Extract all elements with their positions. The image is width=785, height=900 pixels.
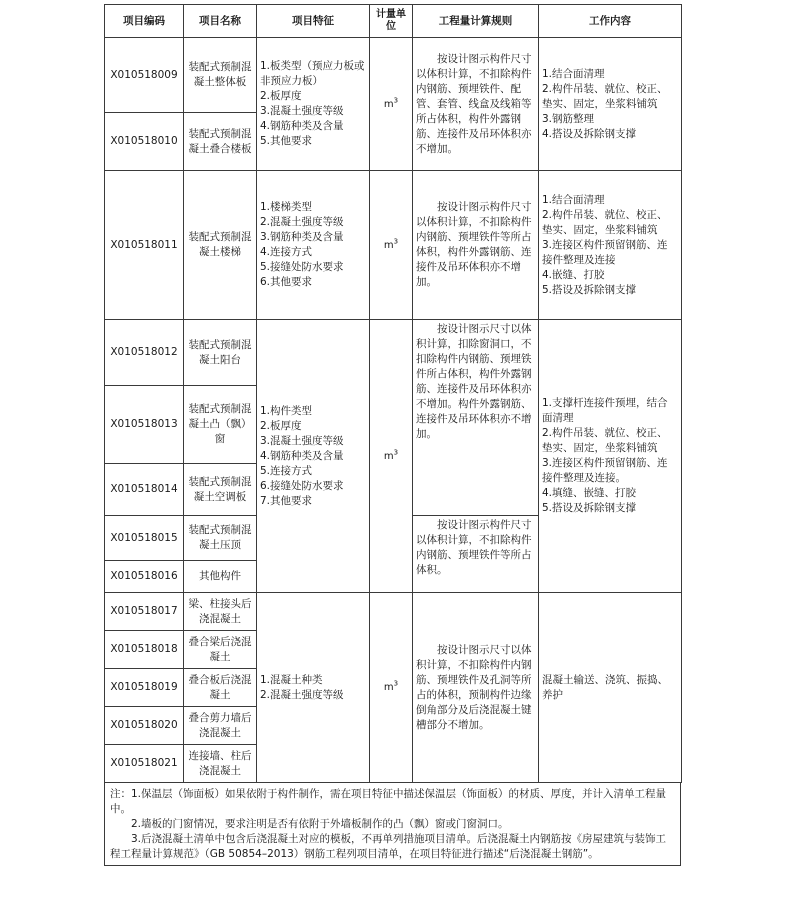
- item-code: X010518013: [105, 386, 184, 464]
- item-name: 叠合剪力墙后浇混凝土: [184, 707, 257, 745]
- work-line: 1.结合面清理: [542, 67, 605, 80]
- item-code: X010518019: [105, 669, 184, 707]
- calc-rule: [413, 516, 539, 593]
- unit-cell: [370, 38, 413, 171]
- table-row: [105, 38, 682, 113]
- unit-text: m: [383, 239, 394, 251]
- item-code: X010518009: [105, 38, 184, 113]
- calc-rule: [413, 320, 539, 516]
- item-code: X010518014: [105, 464, 184, 516]
- feature-line: 5.连接方式: [260, 464, 313, 477]
- note-line: 3.后浇混凝土清单中包含后浇混凝土对应的模板，不再单列措施项目清单。后浇混凝土内钢筋按《房屋建筑与装饰工程工程量计算规范》（GB 50854–2013）钢筋工程列项目清单，在项目特征进行描述“后浇混凝土钢筋”。: [110, 833, 667, 860]
- item-code: X010518018: [105, 631, 184, 669]
- work-line: 3.连接区构件预留钢筋、连接件整理及连接。: [542, 457, 668, 484]
- note-line: 2.墙板的门窗情况，要求注明是否有依附于外墙板制作的凸（飘）窗或门窗洞口。: [131, 818, 509, 830]
- unit-text: m: [383, 682, 394, 693]
- feature-line: 2.混凝土强度等级: [260, 216, 344, 228]
- work-line: 2.构件吊装、就位、校正、垫实、固定，坐浆料铺筑: [542, 208, 668, 236]
- unit-sup: 3: [393, 96, 399, 105]
- item-code: X010518017: [105, 593, 184, 631]
- item-name: 装配式预制混凝土凸（飘）窗: [184, 386, 257, 464]
- feature-line: 1.板类型（预应力板或非预应力板）: [260, 60, 365, 87]
- table-row: [105, 593, 682, 631]
- item-name: 装配式预制混凝土压顶: [184, 516, 257, 561]
- calc-rule-text: 按设计图示构件尺寸以体积计算，不扣除构件内钢筋、预埋铁件等所占体积，构件外露钢筋、连接件及吊环体积亦不增加。: [416, 201, 532, 288]
- calc-rule-text: 按设计图示构件尺寸以体积计算，不扣除构件内钢筋、预埋铁件、配管、套管、线盒及线箱等所占体积，构件外露钢筋、连接件及吊环体积亦不增加。: [416, 52, 532, 155]
- item-name: 装配式预制混凝土叠合楼板: [184, 113, 257, 171]
- unit-cell: [370, 320, 413, 593]
- item-name: 装配式预制混凝土楼梯: [184, 171, 257, 320]
- feature-line: 3.混凝土强度等级: [260, 434, 344, 447]
- work-content: [539, 38, 682, 171]
- work-line: 5.搭设及拆除钢支撑: [542, 502, 637, 514]
- feature-line: 5.接缝处防水要求: [260, 261, 344, 273]
- work-line: 2.构件吊装、就位、校正、垫实、固定，坐浆料铺筑: [542, 82, 668, 110]
- feature-line: 6.接缝处防水要求: [260, 479, 344, 492]
- item-name: 连接墙、柱后浇混凝土: [184, 745, 257, 783]
- feature-line: 2.板厚度: [260, 90, 302, 102]
- work-content: [539, 593, 682, 783]
- feature-line: 5.其他要求: [260, 135, 313, 147]
- feature-line: 6.其他要求: [260, 276, 313, 288]
- feature-line: 1.楼梯类型: [260, 201, 313, 213]
- work-line: 2.构件吊装、就位、校正、垫实、固定，坐浆料铺筑: [542, 427, 668, 454]
- unit-cell: [370, 171, 413, 320]
- calc-rule: [413, 38, 539, 171]
- work-line: 4.填缝、嵌缝、打胶: [542, 487, 637, 499]
- item-name: 其他构件: [184, 561, 257, 593]
- item-name: 装配式预制混凝土阳台: [184, 320, 257, 386]
- work-content: [539, 171, 682, 320]
- item-name: 梁、柱接头后浇混凝土: [184, 593, 257, 631]
- item-features: [257, 320, 370, 593]
- item-name: 装配式预制混凝土空调板: [184, 464, 257, 516]
- calc-rule-text: 按设计图示构件尺寸以体积计算，不扣除构件内钢筋、预埋铁件等所占体积。: [416, 519, 532, 576]
- work-line: 混凝土输送、浇筑、振捣、养护: [542, 673, 668, 701]
- feature-line: 4.连接方式: [260, 246, 313, 258]
- work-line: 4.嵌缝、打胶: [542, 268, 605, 281]
- feature-line: 1.混凝土种类: [260, 673, 323, 686]
- table-row: [105, 320, 682, 386]
- unit-text: m: [383, 450, 394, 462]
- calc-rule: [413, 593, 539, 783]
- feature-line: 3.混凝土强度等级: [260, 105, 344, 117]
- item-name: 装配式预制混凝土整体板: [184, 38, 257, 113]
- header-code: 项目编码: [105, 5, 184, 38]
- header-feature: 项目特征: [257, 5, 370, 38]
- note-line: 注：1.保温层（饰面板）如果依附于构件制作，需在项目特征中描述保温层（饰面板）的材质、厚度，并计入清单工程量中。: [110, 788, 667, 815]
- work-line: 1.支撑杆连接件预埋，结合面清理: [542, 397, 668, 424]
- feature-line: 2.板厚度: [260, 419, 302, 432]
- item-code: X010518011: [105, 171, 184, 320]
- item-code: X010518021: [105, 745, 184, 783]
- work-line: 4.搭设及拆除钢支撑: [542, 127, 637, 140]
- work-content: [539, 320, 682, 593]
- item-code: X010518012: [105, 320, 184, 386]
- feature-line: 7.其他要求: [260, 494, 313, 507]
- unit-text: m: [383, 98, 394, 110]
- feature-line: 3.钢筋种类及含量: [260, 231, 344, 243]
- unit-sup: 3: [393, 448, 399, 457]
- item-name: 叠合板后浇混凝土: [184, 669, 257, 707]
- header-name: 项目名称: [184, 5, 257, 38]
- work-line: 3.连接区构件预留钢筋、连接件整理及连接: [542, 238, 668, 266]
- item-features: [257, 593, 370, 783]
- item-code: X010518010: [105, 113, 184, 171]
- item-features: [257, 38, 370, 171]
- unit-cell: [370, 593, 413, 783]
- feature-line: 1.构件类型: [260, 404, 313, 417]
- item-features: [257, 171, 370, 320]
- item-name: 叠合梁后浇混凝土: [184, 631, 257, 669]
- work-line: 5.搭设及拆除钢支撑: [542, 283, 637, 296]
- bill-of-quantities-table: [104, 4, 682, 783]
- header-unit: 计量单位: [370, 5, 413, 38]
- header-rule: 工程量计算规则: [413, 5, 539, 38]
- work-line: 3.钢筋整理: [542, 112, 595, 125]
- feature-line: 2.混凝土强度等级: [260, 688, 344, 701]
- spec-sheet: [104, 4, 681, 866]
- unit-sup: 3: [393, 679, 399, 688]
- unit-sup: 3: [393, 237, 399, 246]
- feature-line: 4.钢筋种类及含量: [260, 449, 344, 462]
- table-row: [105, 171, 682, 320]
- header-work: 工作内容: [539, 5, 682, 38]
- calc-rule-text: 按设计图示尺寸以体积计算，扣除窗洞口，不扣除构件内钢筋、预埋铁件所占体积，构件外露钢筋、连接件及吊环体积亦不增加。构件外露钢筋、连接件及吊环体积亦不增加。: [416, 323, 532, 440]
- table-header-row: [105, 5, 682, 38]
- feature-line: 4.钢筋种类及含量: [260, 120, 344, 132]
- work-line: 1.结合面清理: [542, 193, 605, 206]
- item-code: X010518015: [105, 516, 184, 561]
- calc-rule-text: 按设计图示尺寸以体积计算，不扣除构件内钢筋、预埋铁件及孔洞等所占的体积，预制构件边缘倒角部分及后浇混凝土键槽部分不增加。: [416, 643, 532, 731]
- item-code: X010518016: [105, 561, 184, 593]
- item-code: X010518020: [105, 707, 184, 745]
- table-notes: [104, 783, 681, 866]
- calc-rule: [413, 171, 539, 320]
